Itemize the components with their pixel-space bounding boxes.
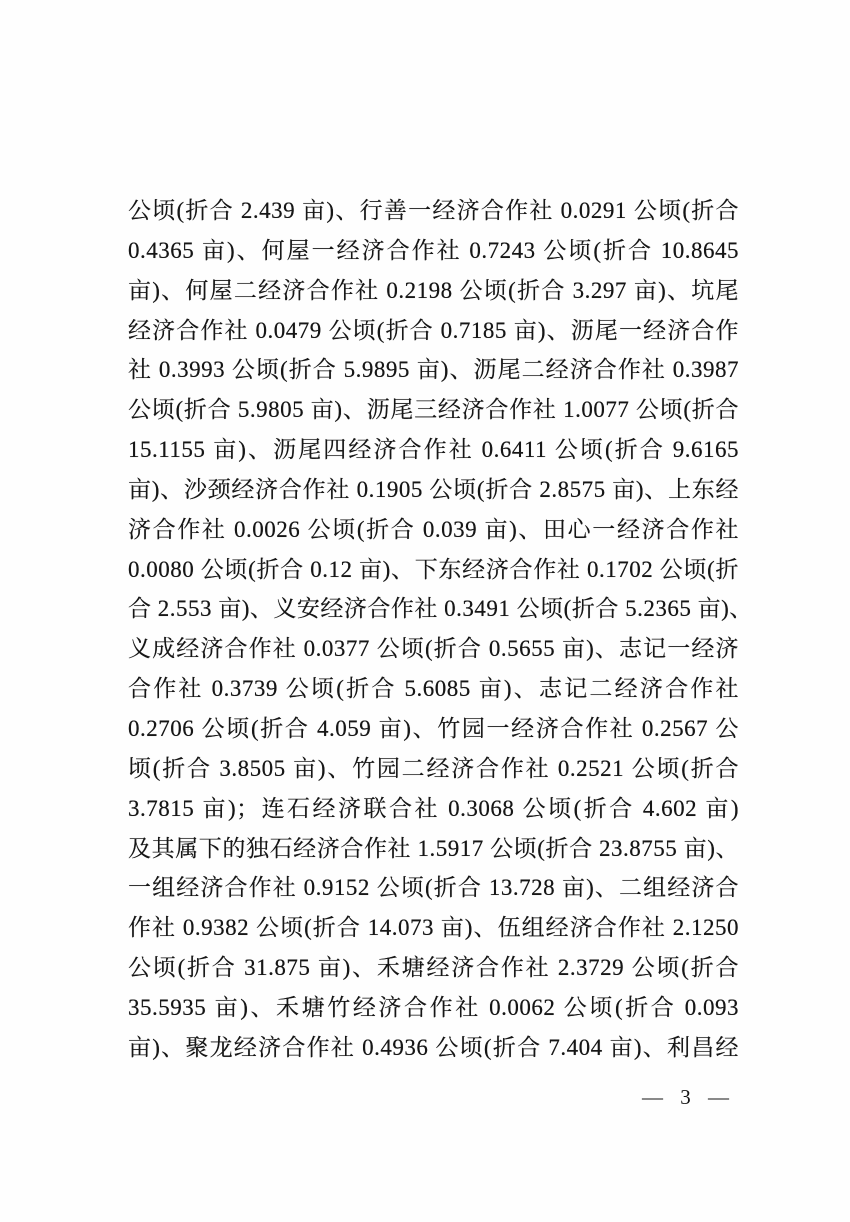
text-line: 合作社 0.3739 公顷(折合 5.6085 亩)、志记二经济合作社 <box>128 676 739 702</box>
text-line: 顷(折合 3.8505 亩)、竹园二经济合作社 0.2521 公顷(折合 <box>128 755 739 781</box>
text-line: 经济合作社 0.0479 公顷(折合 0.7185 亩)、沥尾一经济合作 <box>128 317 739 343</box>
page-number: — 3 — <box>642 1085 730 1109</box>
text-line: 社 0.3993 公顷(折合 5.9895 亩)、沥尾二经济合作社 0.3987 <box>128 357 739 383</box>
text-line: 及其属下的独石经济合作社 1.5917 公顷(折合 23.8755 亩)、 <box>128 835 739 861</box>
text-line: 3.7815 亩)；连石经济联合社 0.3068 公顷(折合 4.602 亩) <box>128 795 739 821</box>
text-line: 一组经济合作社 0.9152 公顷(折合 13.728 亩)、二组经济合 <box>128 875 739 901</box>
text-line: 亩)、聚龙经济合作社 0.4936 公顷(折合 7.404 亩)、利昌经 <box>128 1034 739 1060</box>
text-line: 公顷(折合 5.9805 亩)、沥尾三经济合作社 1.0077 公顷(折合 <box>128 397 739 423</box>
text-line: 公顷(折合 31.875 亩)、禾塘经济合作社 2.3729 公顷(折合 <box>128 955 739 981</box>
body-text-block <box>128 191 753 1068</box>
text-line: 公顷(折合 2.439 亩)、行善一经济合作社 0.0291 公顷(折合 <box>128 198 739 223</box>
text-line: 亩)、何屋二经济合作社 0.2198 公顷(折合 3.297 亩)、坑尾 <box>128 277 739 303</box>
text-line: 合 2.553 亩)、义安经济合作社 0.3491 公顷(折合 5.2365 亩)、 <box>128 596 753 622</box>
text-line: 济合作社 0.0026 公顷(折合 0.039 亩)、田心一经济合作社 <box>128 516 739 542</box>
text-line: 0.4365 亩)、何屋一经济合作社 0.7243 公顷(折合 10.8645 <box>128 237 739 263</box>
text-line: 0.0080 公顷(折合 0.12 亩)、下东经济合作社 0.1702 公顷(折 <box>128 556 739 582</box>
text-line: 亩)、沙颈经济合作社 0.1905 公顷(折合 2.8575 亩)、上东经 <box>128 476 739 502</box>
text-line: 15.1155 亩)、沥尾四经济合作社 0.6411 公顷(折合 9.6165 <box>128 437 739 463</box>
text-line: 作社 0.9382 公顷(折合 14.073 亩)、伍组经济合作社 2.1250 <box>128 915 739 941</box>
text-line: 35.5935 亩)、禾塘竹经济合作社 0.0062 公顷(折合 0.093 <box>128 994 739 1020</box>
text-line: 义成经济合作社 0.0377 公顷(折合 0.5655 亩)、志记一经济 <box>128 636 739 662</box>
text-line: 0.2706 公顷(折合 4.059 亩)、竹园一经济合作社 0.2567 公 <box>128 715 739 741</box>
